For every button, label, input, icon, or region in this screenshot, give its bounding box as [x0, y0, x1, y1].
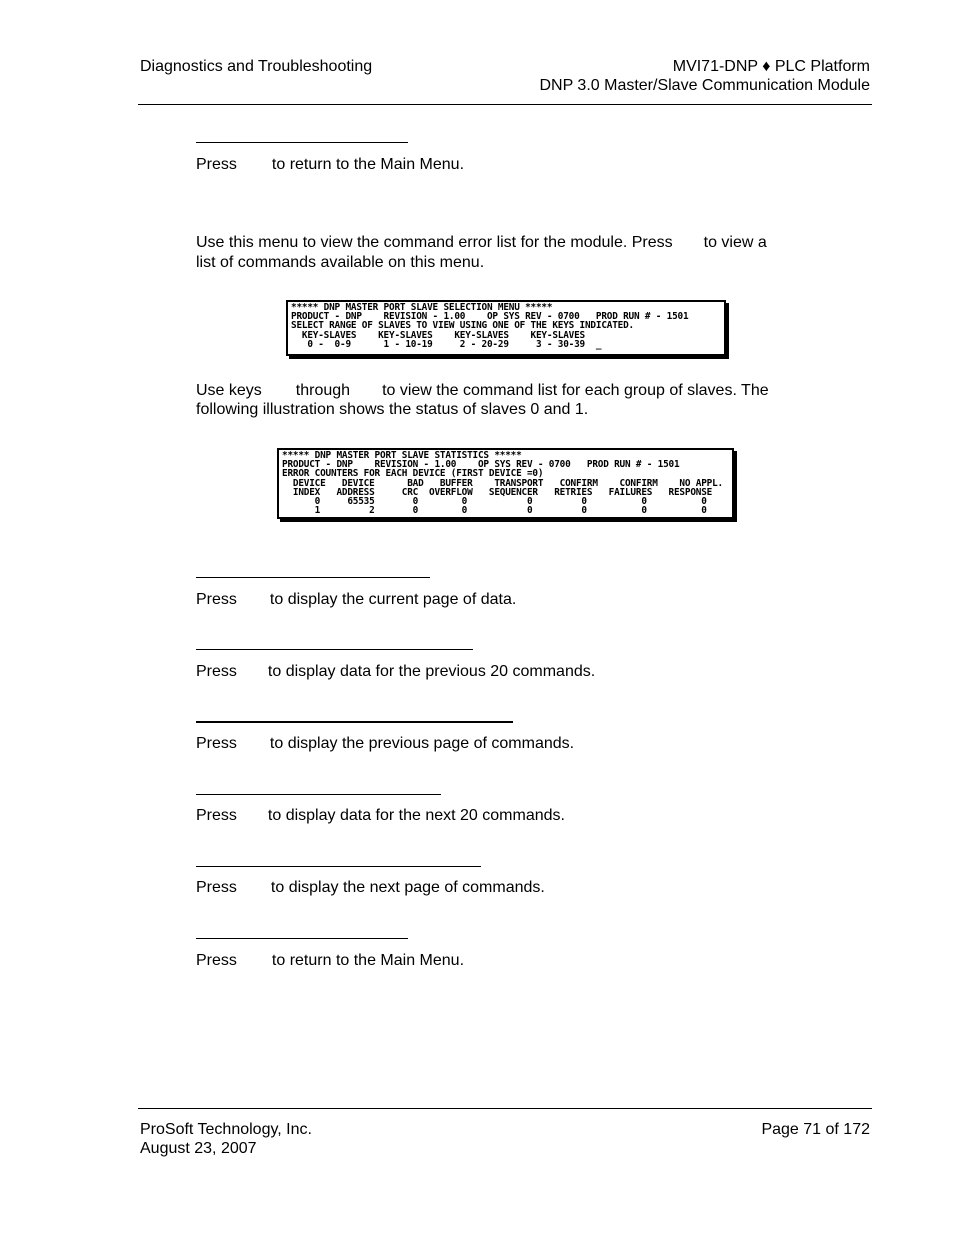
- heading-underline-top: [196, 142, 408, 143]
- press-label: Press: [196, 952, 237, 969]
- header-rule: [138, 104, 872, 105]
- keys-text-b: through: [295, 382, 351, 399]
- instruction-text: to display data for the previous 20 commands.: [267, 663, 596, 680]
- header-product-line2: DNP 3.0 Master/Slave Communication Module: [539, 77, 870, 94]
- press-label: Press: [196, 663, 237, 680]
- screen1-line: ***** DNP MASTER PORT SLAVE SELECTION MENU *****: [291, 302, 553, 313]
- keys-text-a: Use keys: [196, 382, 262, 399]
- footer-company: ProSoft Technology, Inc.: [140, 1121, 312, 1138]
- heading-underline: [196, 794, 441, 795]
- screen1-text: [288, 302, 724, 350]
- slave-selection-menu-screen: [286, 300, 726, 356]
- heading-underline: [196, 649, 473, 650]
- screen2-line: 1 2 0 0 0 0 0 0: [282, 505, 707, 517]
- keys-text-c: to view the command list for each group of slaves. The: [382, 382, 769, 399]
- intro-text-b: to view a: [703, 234, 767, 251]
- heading-underline: [196, 721, 513, 723]
- keys-line2: following illustration shows the status of slaves 0 and 1.: [196, 401, 589, 418]
- screen2-line: ERROR COUNTERS FOR EACH DEVICE (FIRST DEVICE =0): [282, 468, 544, 480]
- screen2-line: PRODUCT - DNP REVISION - 1.00 OP SYS REV - 0700 PROD RUN # - 1501: [282, 459, 680, 471]
- instruction-text: to display the next page of commands.: [270, 879, 545, 896]
- press-label: Press: [196, 879, 237, 896]
- screen2-line: 0 65535 0 0 0 0 0 0: [282, 496, 707, 508]
- instruction-previous-20: [196, 662, 595, 681]
- intro-line2: list of commands available on this menu.: [196, 254, 485, 271]
- instruction-text: to display data for the next 20 commands.: [267, 807, 565, 824]
- footer-date: August 23, 2007: [140, 1140, 257, 1157]
- instruction-next-page: [196, 878, 545, 897]
- instruction-text: to return to the Main Menu.: [271, 156, 465, 173]
- instruction-text: to return to the Main Menu.: [271, 952, 465, 969]
- press-label: Press: [196, 807, 237, 824]
- instruction-return-main-menu-top: [196, 155, 464, 174]
- heading-underline: [196, 938, 408, 939]
- heading-underline: [196, 577, 430, 578]
- screen2-line: INDEX ADDRESS CRC OVERFLOW SEQUENCER RETRIES FAILURES RESPONSE: [282, 486, 713, 498]
- instruction-previous-page: [196, 734, 574, 753]
- instruction-return-main-menu: [196, 951, 464, 970]
- header-section-title: Diagnostics and Troubleshooting: [140, 58, 373, 75]
- screen2-line: DEVICE DEVICE BAD BUFFER TRANSPORT CONFIRM CONFIRM NO APPL.: [282, 477, 723, 489]
- press-label: Press: [196, 735, 237, 752]
- instruction-text: to display the current page of data.: [269, 591, 517, 608]
- header-product-line1: MVI71-DNP ♦ PLC Platform: [672, 58, 870, 75]
- instruction-current-page: [196, 590, 516, 609]
- screen2-text: [279, 450, 732, 516]
- screen2-line: ***** DNP MASTER PORT SLAVE STATISTICS *****: [282, 450, 522, 461]
- press-label: Press: [196, 591, 237, 608]
- footer-page-number: Page 71 of 172: [761, 1121, 870, 1138]
- intro-text-a: Use this menu to view the command error list for the module. Press: [196, 234, 673, 251]
- press-label: Press: [196, 156, 237, 173]
- slave-statistics-screen: [277, 448, 734, 519]
- instruction-text: to display the previous page of commands.: [269, 735, 575, 752]
- screen1-line: 0 - 0-9 1 - 10-19 2 - 20-29 3 - 30-39 _: [291, 338, 602, 350]
- heading-underline: [196, 866, 481, 867]
- intro-line1: [196, 233, 767, 252]
- footer-rule: [138, 1108, 872, 1109]
- keys-line1: [196, 381, 769, 400]
- instruction-next-20: [196, 806, 565, 825]
- screen1-line: PRODUCT - DNP REVISION - 1.00 OP SYS REV - 0700 PROD RUN # - 1501: [291, 311, 689, 323]
- screen1-line: SELECT RANGE OF SLAVES TO VIEW USING ONE OF THE KEYS INDICATED.: [291, 320, 634, 332]
- screen1-line: KEY-SLAVES KEY-SLAVES KEY-SLAVES KEY-SLAVES: [291, 329, 585, 341]
